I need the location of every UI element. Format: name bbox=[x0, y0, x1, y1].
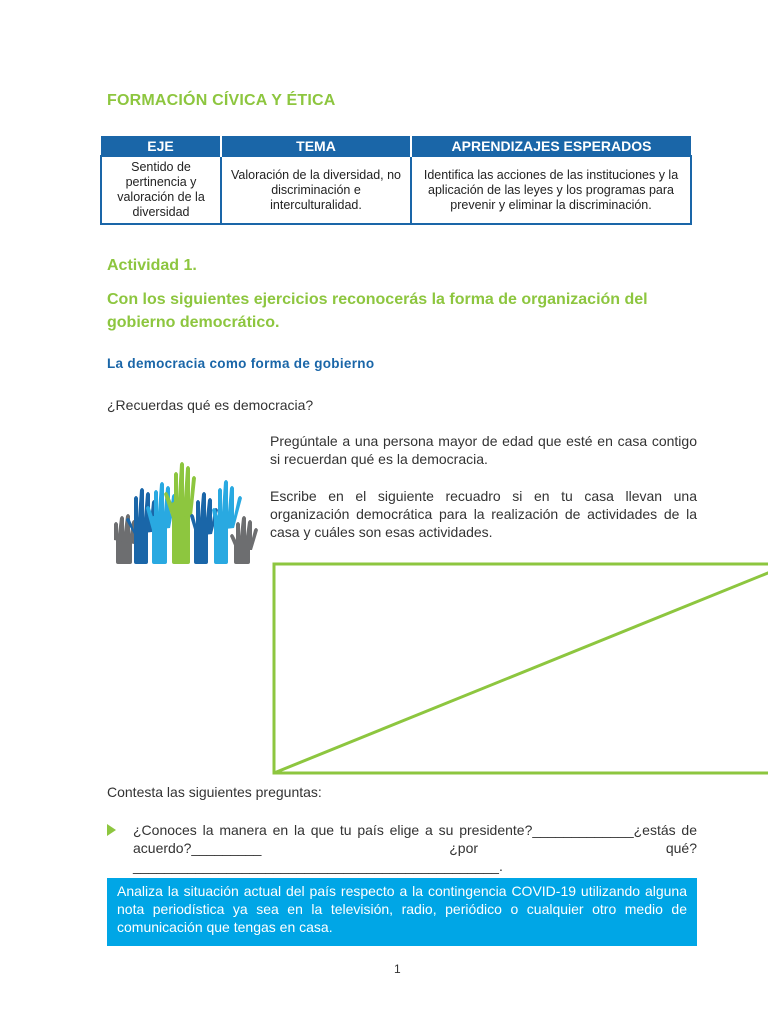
table-row bbox=[101, 156, 691, 224]
table-header-aprendizajes: APRENDIZAJES ESPERADOS bbox=[411, 136, 691, 156]
section-title: La democracia como forma de gobierno bbox=[107, 356, 375, 371]
page-number: 1 bbox=[394, 962, 401, 976]
table-cell-eje: Sentido de pertinencia y valoración de la diversidad bbox=[101, 156, 221, 224]
president-question[interactable]: ¿Conoces la manera en la que tu país elige a su presidente?_____________¿estás de acuerdo?_________ ¿por qué?_______________________________________________. bbox=[133, 822, 697, 874]
table-cell-aprendizajes: Identifica las acciones de las instituciones y la aplicación de las leyes y los programas para prevenir y eliminar la discriminación. bbox=[411, 156, 691, 224]
table-header-eje: EJE bbox=[101, 136, 221, 156]
table-header-row bbox=[101, 136, 691, 156]
table-header-tema: TEMA bbox=[221, 136, 411, 156]
triangle-bullet-icon bbox=[107, 824, 116, 836]
activity-title: Actividad 1. bbox=[107, 257, 197, 274]
callout-box bbox=[107, 878, 697, 946]
raised-hands-icon bbox=[112, 458, 258, 566]
answer-box[interactable] bbox=[270, 562, 768, 776]
activity-description: Con los siguientes ejercicios reconocerás la forma de organización del gobierno democrático. bbox=[107, 291, 648, 331]
callout-text: Analiza la situación actual del país respecto a la contingencia COVID-19 utilizando alguna nota periodística ya sea en la televisión, radio, periódico o cualquier otro medio de comunicación que tengas en casa. bbox=[117, 883, 687, 935]
table-cell-tema: Valoración de la diversidad, no discriminación e interculturalidad. bbox=[221, 156, 411, 224]
subject-title: FORMACIÓN CÍVICA Y ÉTICA bbox=[107, 92, 336, 109]
questions-intro: Contesta las siguientes preguntas: bbox=[107, 784, 322, 800]
instruction-paragraph-1: Pregúntale a una persona mayor de edad que esté en casa contigo si recuerdan qué es la democracia. bbox=[270, 433, 697, 467]
democracy-question: ¿Recuerdas qué es democracia? bbox=[107, 397, 314, 413]
curriculum-table bbox=[100, 136, 692, 225]
instruction-paragraph-2: Escribe en el siguiente recuadro si en tu casa llevan una organización democrática para la realización de actividades de la casa y cuáles son esas actividades. bbox=[270, 488, 697, 540]
